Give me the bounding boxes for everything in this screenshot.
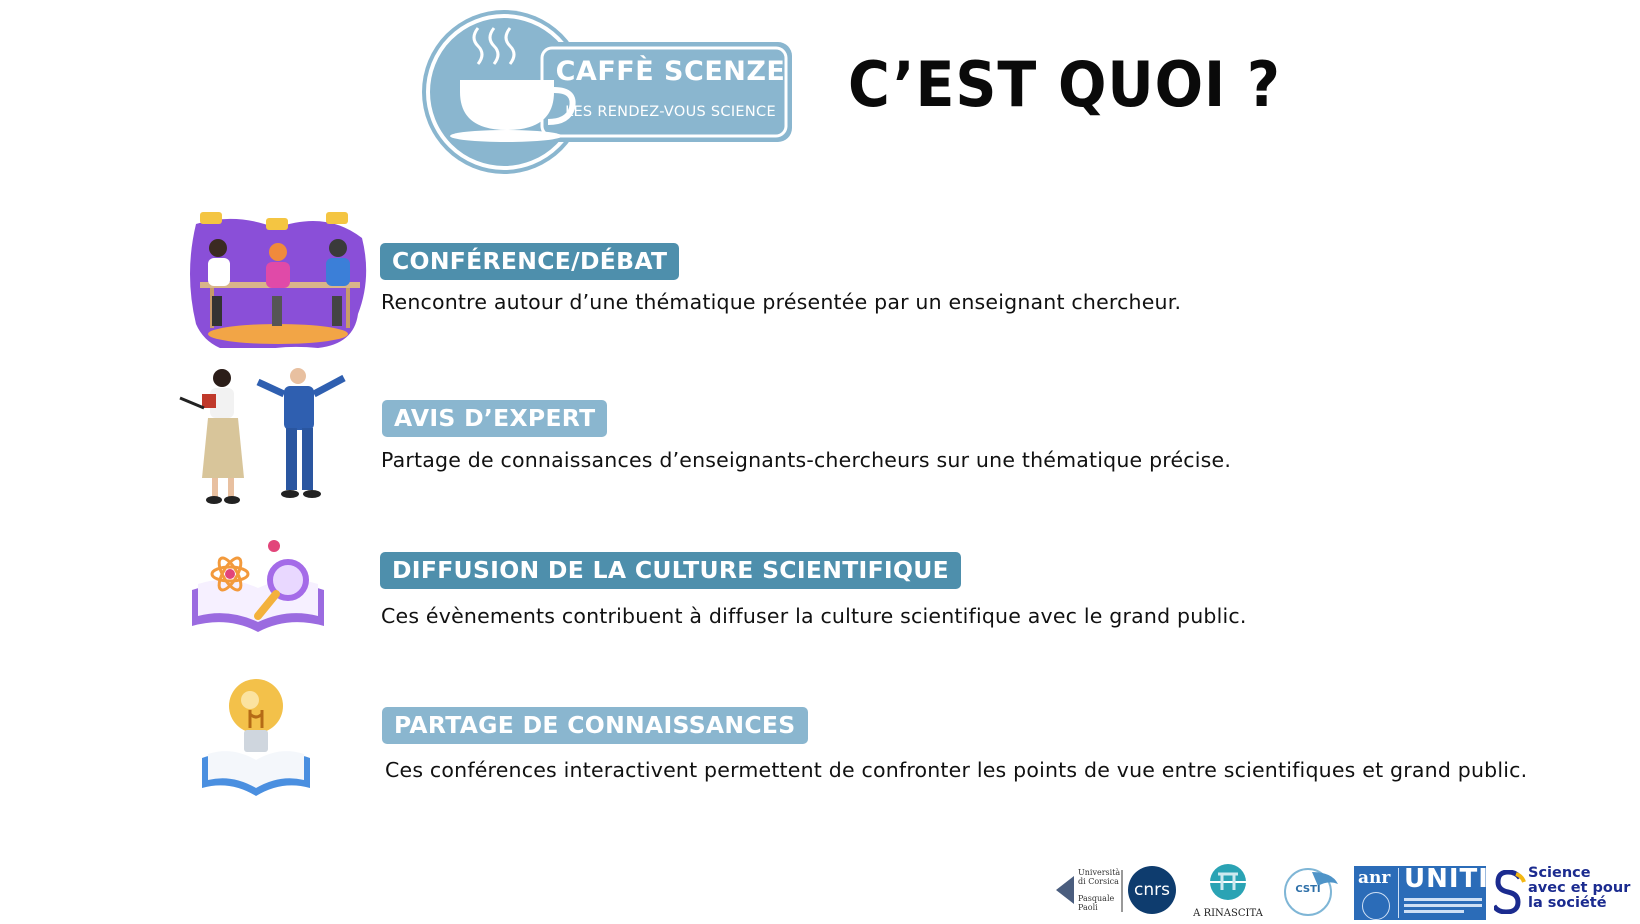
a-rinascita-logo bbox=[1188, 862, 1268, 922]
universita-di-corsica-logo bbox=[1054, 866, 1128, 916]
page-title: C’EST QUOI ? bbox=[848, 48, 1281, 121]
sapso-s-icon bbox=[1494, 870, 1528, 914]
anr-emblem-icon bbox=[1362, 892, 1390, 920]
anr-divider bbox=[1398, 868, 1399, 918]
tag-avis-expert: AVIS D’EXPERT bbox=[382, 400, 607, 437]
experts-icon bbox=[172, 368, 352, 508]
csti-logo bbox=[1282, 866, 1340, 918]
logo-subtitle: LES RENDEZ-VOUS SCIENCE bbox=[565, 104, 776, 120]
desc-partage-connaissances: Ces conférences interactivent permettent de confronter les points de vue entre scientifiques et grand public. bbox=[385, 758, 1528, 782]
sapso-line-1: Science bbox=[1528, 865, 1591, 881]
caffe-scenze-logo bbox=[418, 6, 798, 178]
sapso-line-3: la société bbox=[1528, 895, 1607, 911]
tag-partage-connaissances: PARTAGE DE CONNAISSANCES bbox=[382, 707, 808, 744]
universita-line-4: Paoli bbox=[1078, 903, 1098, 912]
desc-diffusion-culture: Ces évènements contribuent à diffuser la culture scientifique avec le grand public. bbox=[381, 604, 1247, 628]
desc-conference-debat: Rencontre autour d’une thématique présentée par un enseignant chercheur. bbox=[381, 290, 1182, 314]
uniti-text-line-3 bbox=[1404, 910, 1464, 913]
universita-line-1: Università bbox=[1078, 868, 1121, 877]
universita-line-3: Pasquale bbox=[1078, 894, 1115, 903]
science-book-icon bbox=[188, 540, 338, 640]
anr-uniti-logo bbox=[1354, 864, 1489, 920]
tag-conference-debat: CONFÉRENCE/DÉBAT bbox=[380, 243, 679, 280]
science-avec-pour-societe-logo bbox=[1494, 866, 1634, 920]
sapso-line-2: avec et pour bbox=[1528, 880, 1631, 896]
anr-label: anr bbox=[1358, 868, 1391, 888]
uniti-label: UNITI bbox=[1404, 864, 1489, 894]
podcast-icon bbox=[186, 206, 370, 348]
uniti-text-line-1 bbox=[1404, 898, 1482, 901]
csti-label: CSTI bbox=[1295, 884, 1321, 895]
desc-avis-expert: Partage de connaissances d’enseignants-chercheurs sur une thématique précise. bbox=[381, 448, 1232, 472]
tag-diffusion-culture: DIFFUSION DE LA CULTURE SCIENTIFIQUE bbox=[380, 552, 961, 589]
cnrs-logo bbox=[1128, 866, 1176, 914]
cnrs-label: cnrs bbox=[1134, 880, 1170, 900]
coffee-cup-logo-icon bbox=[418, 6, 798, 178]
lightbulb-book-icon bbox=[198, 674, 318, 800]
universita-line-2: di Corsica bbox=[1078, 877, 1119, 886]
uniti-text-line-2 bbox=[1404, 904, 1482, 907]
logo-title: CAFFÈ SCENZE bbox=[555, 56, 786, 87]
rinascita-label: A RINASCITA bbox=[1193, 908, 1263, 919]
